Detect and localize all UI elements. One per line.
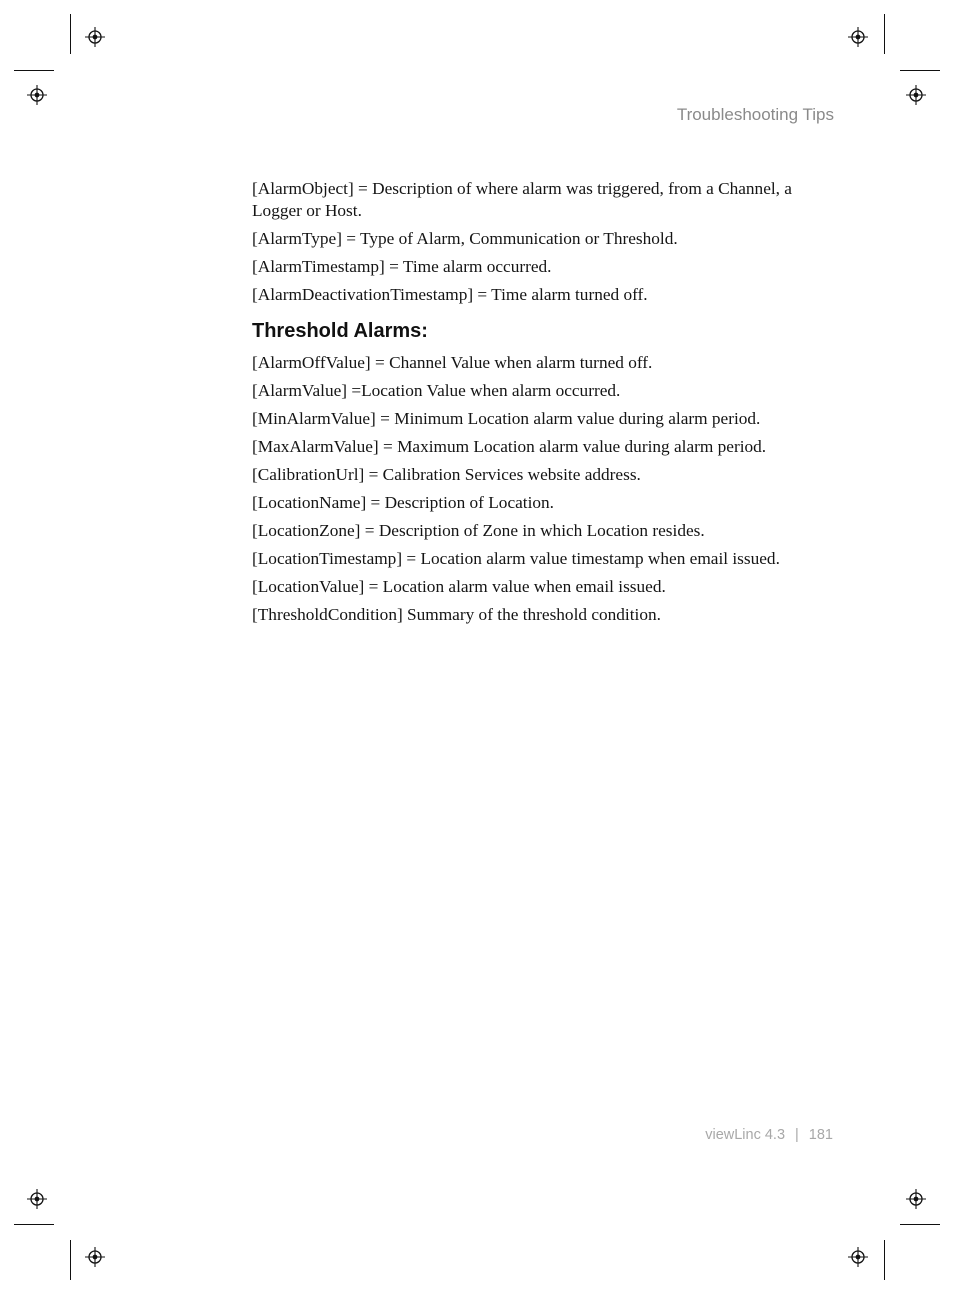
page-footer: [705, 1127, 833, 1143]
definition-alarm-deactivation-timestamp: [AlarmDeactivationTimestamp] = Time alarm turned off.: [252, 285, 648, 304]
definition-location-timestamp: [LocationTimestamp] = Location alarm value timestamp when email issued.: [252, 549, 780, 568]
section-heading-threshold-alarms: Threshold Alarms:: [252, 320, 428, 342]
crop-mark-bottom-left-horizontal: [14, 1224, 54, 1225]
registration-crosshair-icon: [85, 1247, 105, 1267]
crop-mark-top-right-vertical: [884, 14, 885, 54]
definition-alarm-off-value: [AlarmOffValue] = Channel Value when alarm turned off.: [252, 353, 653, 372]
definition-location-name: [LocationName] = Description of Location.: [252, 493, 554, 512]
definition-calibration-url: [CalibrationUrl] = Calibration Services website address.: [252, 465, 641, 484]
crop-mark-bottom-right-vertical: [884, 1240, 885, 1280]
crop-mark-bottom-right-horizontal: [900, 1224, 940, 1225]
running-header-title: Troubleshooting Tips: [676, 105, 834, 124]
definition-alarm-object: [AlarmObject] = Description of where alarm was triggered, from a Channel, a Logger or Host.: [252, 179, 792, 220]
crop-mark-top-left-horizontal: [14, 70, 54, 71]
definition-location-zone: [LocationZone] = Description of Zone in which Location resides.: [252, 521, 705, 540]
definition-threshold-condition: [ThresholdCondition] Summary of the threshold condition.: [252, 605, 661, 624]
definition-alarm-timestamp: [AlarmTimestamp] = Time alarm occurred.: [252, 257, 552, 276]
registration-crosshair-icon: [27, 1189, 47, 1209]
definition-location-value: [LocationValue] = Location alarm value when email issued.: [252, 577, 666, 596]
registration-crosshair-icon: [906, 85, 926, 105]
registration-crosshair-icon: [27, 85, 47, 105]
definition-alarm-type: [AlarmType] = Type of Alarm, Communication or Threshold.: [252, 229, 678, 248]
registration-crosshair-icon: [85, 27, 105, 47]
definition-alarm-value: [AlarmValue] =Location Value when alarm occurred.: [252, 381, 621, 400]
registration-crosshair-icon: [906, 1189, 926, 1209]
registration-crosshair-icon: [848, 27, 868, 47]
footer-separator: |: [795, 1127, 799, 1143]
definition-max-alarm-value: [MaxAlarmValue] = Maximum Location alarm value during alarm period.: [252, 437, 767, 456]
footer-page-number: 181: [808, 1127, 833, 1143]
crop-mark-top-left-vertical: [70, 14, 71, 54]
definition-min-alarm-value: [MinAlarmValue] = Minimum Location alarm value during alarm period.: [252, 409, 761, 428]
registration-crosshair-icon: [848, 1247, 868, 1267]
crop-mark-top-right-horizontal: [900, 70, 940, 71]
crop-mark-bottom-left-vertical: [70, 1240, 71, 1280]
footer-product-name: viewLinc 4.3: [705, 1127, 786, 1143]
page-body: [252, 178, 842, 632]
